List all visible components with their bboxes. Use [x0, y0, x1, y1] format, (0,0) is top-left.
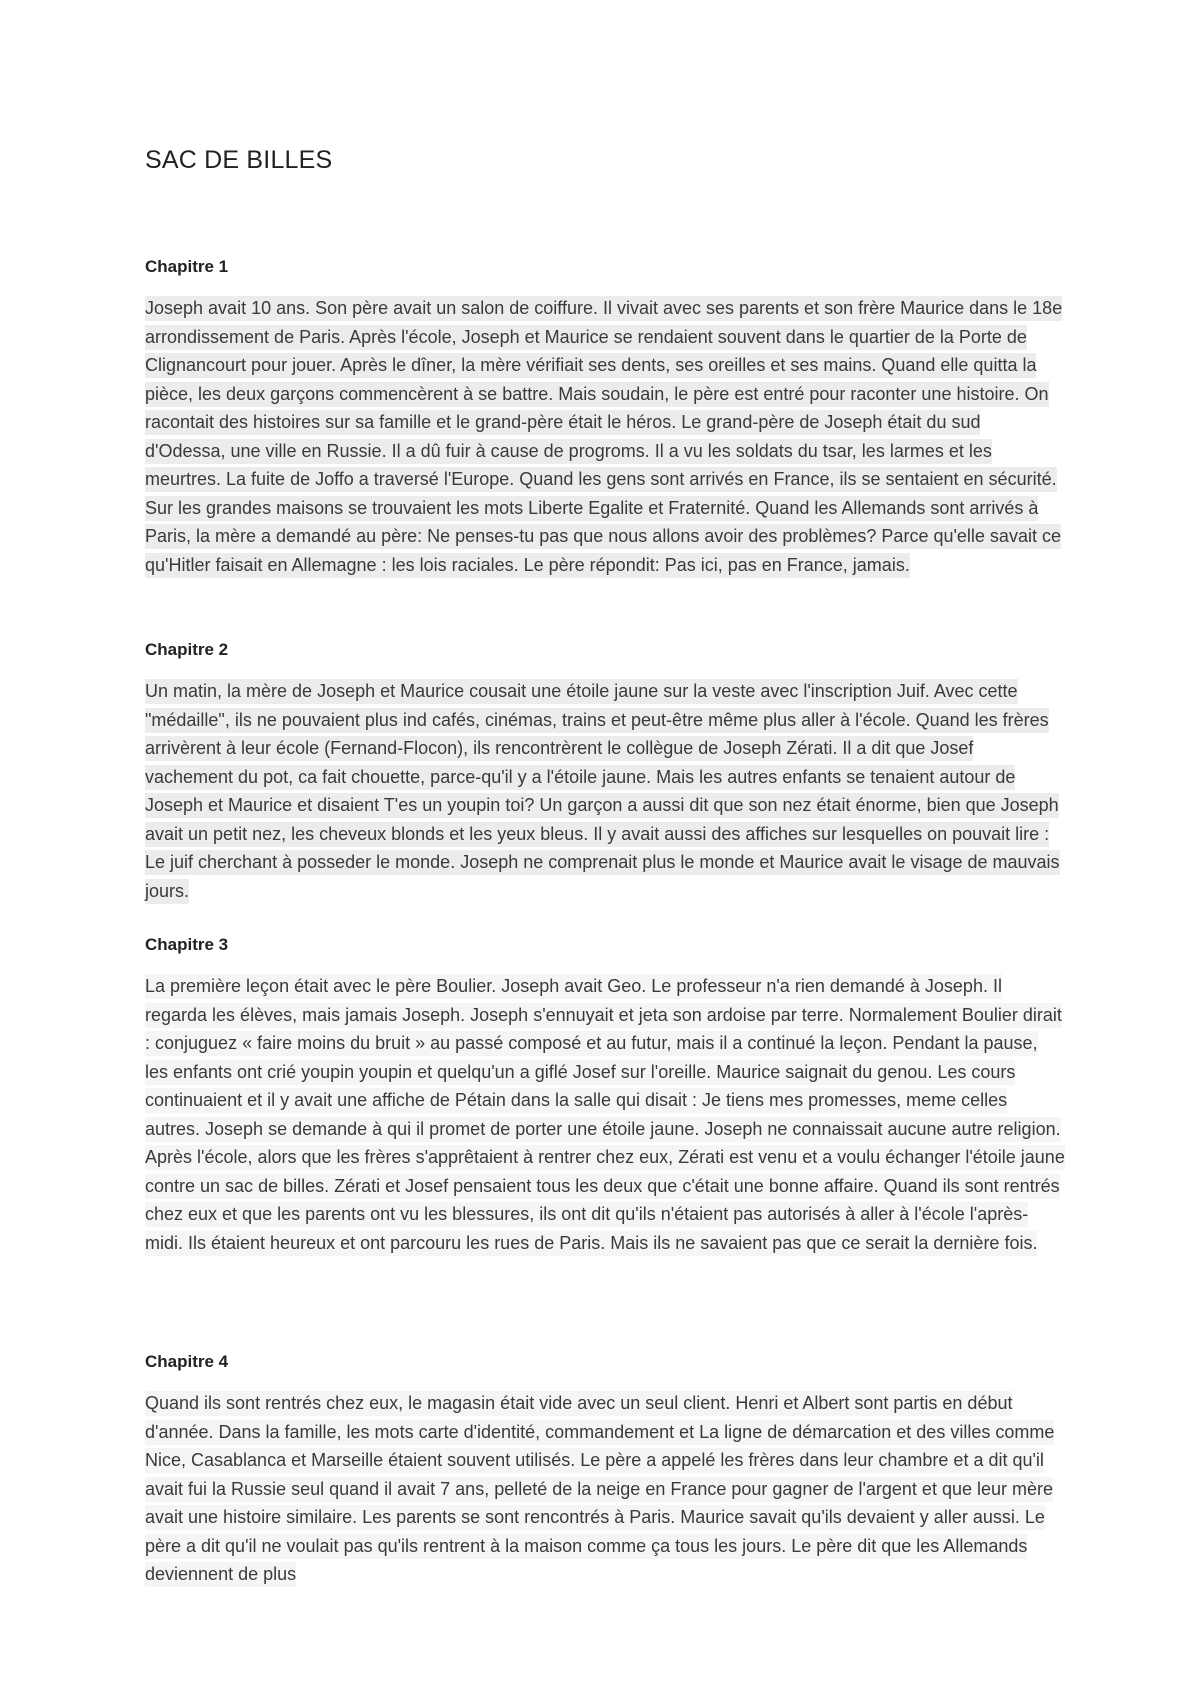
- chapter-paragraph: [145, 677, 1065, 905]
- chapter-text: Un matin, la mère de Joseph et Maurice cousait une étoile jaune sur la veste avec l'inscription Juif. Avec cette "médaille", ils ne pouvaient plus ind cafés, cinémas, trains et peut-être même plus aller à l'école. Quand les frères arrivèrent à leur école (Fernand-Flocon), ils rencontrèrent le collègue de Joseph Zérati. Il a dit que Josef vachement du pot, ca fait chouette, parce-qu'il y a l'étoile jaune. Mais les autres enfants se tenaient autour de Joseph et Maurice et disaient T'es un youpin toi? Un garçon a aussi dit que son nez était énorme, bien que Joseph avait un petit nez, les cheveux blonds et les yeux bleus. Il y avait aussi des affiches sur lesquelles on pouvait lire : Le juif cherchant à posseder le monde. Joseph ne comprenait plus le monde et Maurice avait le visage de mauvais jours.: [145, 679, 1060, 904]
- chapter-heading: Chapitre 4: [145, 1352, 229, 1371]
- document-title: SAC DE BILLES: [145, 146, 333, 174]
- chapter-paragraph: [145, 1389, 1065, 1589]
- chapter-text: La première leçon était avec le père Boulier. Joseph avait Geo. Le professeur n'a rien demandé à Joseph. Il regarda les élèves, mais jamais Joseph. Joseph s'ennuyait et jeta son ardoise par terre. Normalement Boulier dirait : conjuguez « faire moins du bruit » au passé composé et au futur, mais il a continué la leçon. Pendant la pause, les enfants ont crié youpin youpin et quelqu'un a giflé Josef sur l'oreille. Maurice saignait du genou. Les cours continuaient et il y avait une affiche de Pétain dans la salle qui disait : Je tiens mes promesses, meme celles autres. Joseph se demande à qui il promet de porter une étoile jaune. Joseph ne connaissait aucune autre religion. Après l'école, alors que les frères s'apprêtaient à rentrer chez eux, Zérati est venu et a voulu échanger l'étoile jaune contre un sac de billes. Zérati et Josef pensaient tous les deux que c'était une bonne affaire. Quand ils sont rentrés chez eux et que les parents ont vu les blessures, ils ont dit qu'ils n'étaient pas autorisés à aller à l'école l'après-midi. Ils étaient heureux et ont parcouru les rues de Paris. Mais ils ne savaient pas que ce serait la dernière fois.: [145, 974, 1065, 1256]
- chapter-heading: Chapitre 2: [145, 640, 229, 659]
- document-page: [145, 0, 1065, 1698]
- chapter-heading: Chapitre 1: [145, 257, 229, 276]
- chapter-paragraph: [145, 294, 1065, 579]
- chapter-text: Joseph avait 10 ans. Son père avait un salon de coiffure. Il vivait avec ses parents et son frère Maurice dans le 18e arrondissement de Paris. Après l'école, Joseph et Maurice se rendaient souvent dans le quartier de la Porte de Clignancourt pour jouer. Après le dîner, la mère vérifiait ses dents, ses oreilles et ses mains. Quand elle quitta la pièce, les deux garçons commencèrent à se battre. Mais soudain, le père est entré pour raconter une histoire. On racontait des histoires sur sa famille et le grand-père était le héros. Le grand-père de Joseph était du sud d'Odessa, une ville en Russie. Il a dû fuir à cause de progroms. Il a vu les soldats du tsar, les larmes et les meurtres. La fuite de Joffo a traversé l'Europe. Quand les gens sont arrivés en France, ils se sentaient en sécurité. Sur les grandes maisons se trouvaient les mots Liberte Egalite et Fraternité. Quand les Allemands sont arrivés à Paris, la mère a demandé au père: Ne penses-tu pas que nous allons avoir des problèmes? Parce qu'elle savait ce qu'Hitler faisait en Allemagne : les lois raciales. Le père répondit: Pas ici, pas en France, jamais.: [145, 296, 1062, 578]
- chapter-heading: Chapitre 3: [145, 935, 229, 954]
- chapter-text: Quand ils sont rentrés chez eux, le magasin était vide avec un seul client. Henri et Albert sont partis en début d'année. Dans la famille, les mots carte d'identité, commandement et La ligne de démarcation et des villes comme Nice, Casablanca et Marseille étaient souvent utilisés. Le père a appelé les frères dans leur chambre et a dit qu'il avait fui la Russie seul quand il avait 7 ans, pelleté de la neige en France pour gagner de l'argent et que leur mère avait une histoire similaire. Les parents se sont rencontrés à Paris. Maurice savait qu'ils devaient y aller aussi. Le père a dit qu'il ne voulait pas qu'ils rentrent à la maison comme ça tous les jours. Le père dit que les Allemands deviennent de plus: [145, 1391, 1054, 1587]
- chapter-paragraph: [145, 972, 1065, 1257]
